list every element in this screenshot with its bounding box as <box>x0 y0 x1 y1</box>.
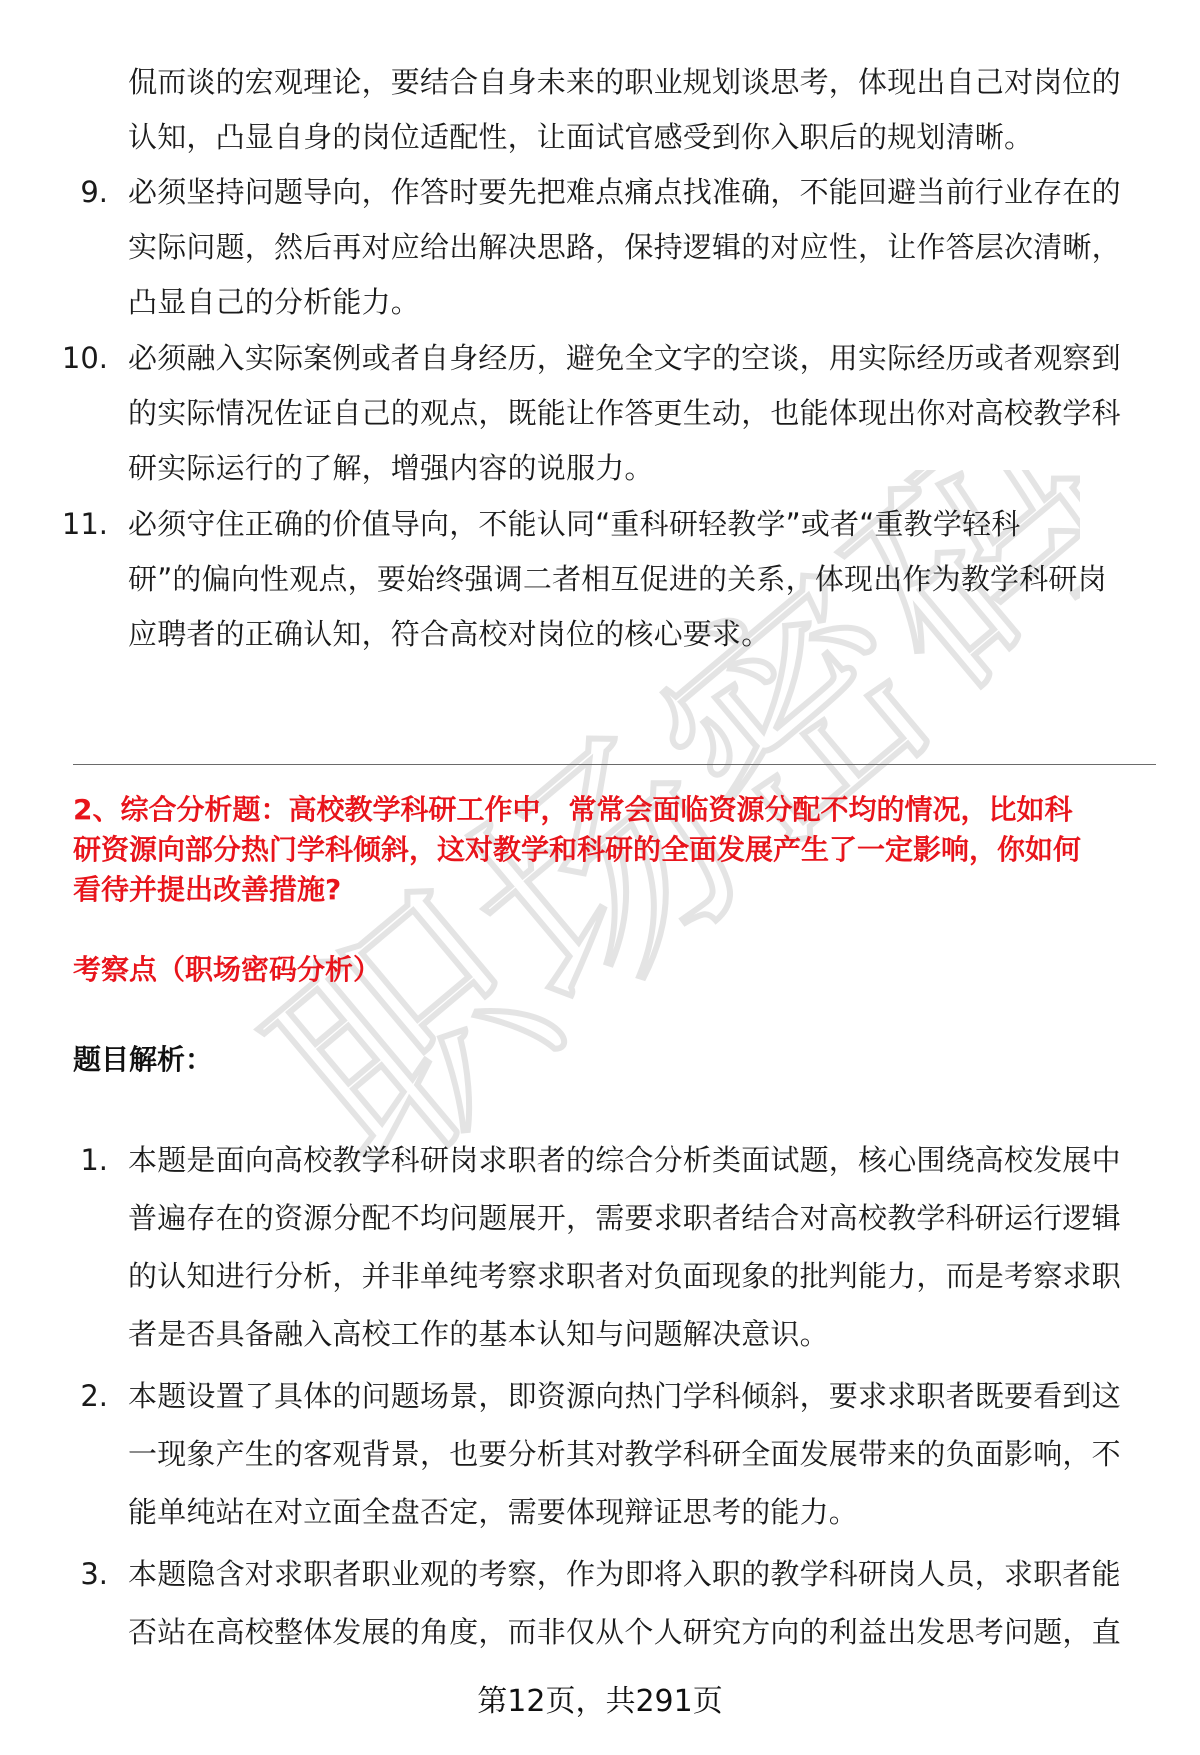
intro-line: 侃而谈的宏观理论，要结合自身未来的职业规划谈思考，体现出自己对岗位的 <box>128 65 1121 99</box>
list-item-line: 本题隐含对求职者职业观的考察，作为即将入职的教学科研岗人员，求职者能 <box>128 1557 1121 1591</box>
question-title-line: 研资源向部分热门学科倾斜，这对教学和科研的全面发展产生了一定影响，你如何 <box>73 833 1082 866</box>
list-item-line: 者是否具备融入高校工作的基本认知与问题解决意识。 <box>128 1317 829 1351</box>
list-item-number: 2. <box>80 1379 108 1413</box>
question-title-line: 看待并提出改善措施? <box>73 873 342 906</box>
list-item-line: 研”的偏向性观点，要始终强调二者相互促进的关系，体现出作为教学科研岗 <box>128 562 1107 596</box>
list-item-line: 本题是面向高校教学科研岗求职者的综合分析类面试题，核心围绕高校发展中 <box>128 1143 1121 1177</box>
list-item-line: 必须坚持问题导向，作答时要先把难点痛点找准确，不能回避当前行业存在的 <box>128 175 1121 209</box>
list-item-line: 普遍存在的资源分配不均问题展开，需要求职者结合对高校教学科研运行逻辑 <box>128 1201 1121 1235</box>
focus-heading: 考察点（职场密码分析） <box>73 953 382 986</box>
list-item-line: 的实际情况佐证自己的观点，既能让作答更生动，也能体现出你对高校教学科 <box>128 396 1121 430</box>
list-item-line: 实际问题，然后再对应给出解决思路，保持逻辑的对应性，让作答层次清晰， <box>128 230 1121 264</box>
list-item-line: 应聘者的正确认知，符合高校对岗位的核心要求。 <box>128 617 771 651</box>
page-footer: 第12页，共291页 <box>477 1684 723 1719</box>
list-item-number: 10. <box>61 341 108 375</box>
list-item-line: 的认知进行分析，并非单纯考察求职者对负面现象的批判能力，而是考察求职 <box>128 1259 1121 1293</box>
list-item-line: 本题设置了具体的问题场景，即资源向热门学科倾斜，要求求职者既要看到这 <box>128 1379 1121 1413</box>
question-title-line: 2、综合分析题：高校教学科研工作中，常常会面临资源分配不均的情况，比如科 <box>73 793 1073 826</box>
list-item-line: 否站在高校整体发展的角度，而非仅从个人研究方向的利益出发思考问题，直 <box>128 1615 1121 1649</box>
list-item-line: 必须守住正确的价值导向，不能认同“重科研轻教学”或者“重教学轻科 <box>128 507 1021 541</box>
list-item-number: 9. <box>80 175 108 209</box>
intro-line: 认知，凸显自身的岗位适配性，让面试官感受到你入职后的规划清晰。 <box>128 120 1034 154</box>
list-item-number: 11. <box>61 507 108 541</box>
list-item-line: 能单纯站在对立面全盘否定，需要体现辩证思考的能力。 <box>128 1495 859 1529</box>
list-item-line: 一现象产生的客观背景，也要分析其对教学科研全面发展带来的负面影响，不 <box>128 1437 1121 1471</box>
analysis-heading: 题目解析： <box>73 1043 214 1076</box>
watermark-text: 职场密码 <box>224 470 1080 1228</box>
list-item-line: 研实际运行的了解，增强内容的说服力。 <box>128 451 654 485</box>
list-item-number: 3. <box>80 1557 108 1591</box>
section-divider <box>73 764 1156 765</box>
list-item-line: 凸显自己的分析能力。 <box>128 285 421 319</box>
list-item-number: 1. <box>80 1143 108 1177</box>
list-item-line: 必须融入实际案例或者自身经历，避免全文字的空谈，用实际经历或者观察到 <box>128 341 1121 375</box>
